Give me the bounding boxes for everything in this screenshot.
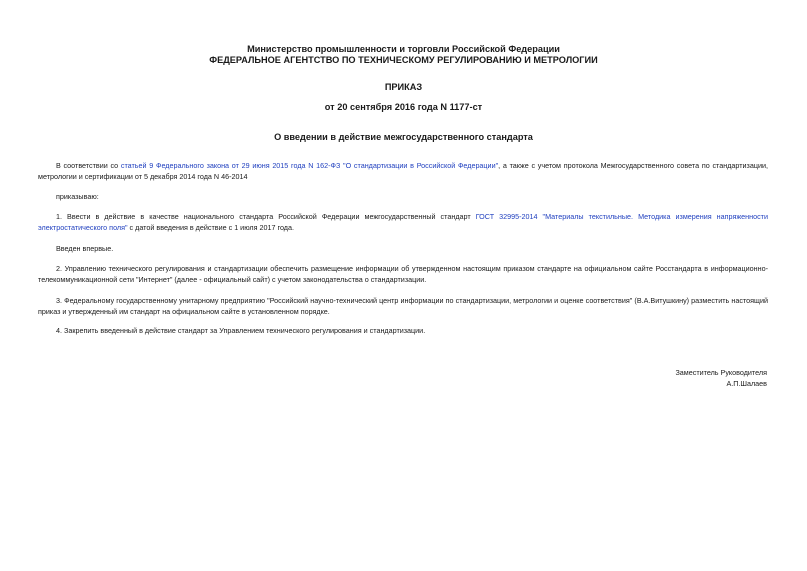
agency-name: ФЕДЕРАЛЬНОЕ АГЕНТСТВО ПО ТЕХНИЧЕСКОМУ РЕГУЛИРОВАНИЮ И МЕТРОЛОГИИ — [209, 55, 598, 65]
item-1-text-end: с датой введения в действие с 1 июля 2017 года. — [127, 222, 294, 232]
signatory-title: Заместитель Руководителя — [675, 368, 767, 377]
introduced-first-note: Введен впервые. — [56, 244, 114, 253]
preamble-text-end: , а также с учетом протокола Межгосударственного совета по стандартизации, метрологии и сертификации от 5 декабря 2014 года N 46-2014 — [38, 161, 768, 181]
federal-law-link[interactable]: статьей 9 Федерального закона от 29 июня 2015 года N 162-ФЗ "О стандартизации в Российской Федерации" — [120, 161, 499, 170]
order-subject: О введении в действие межгосударственного стандарта — [274, 132, 533, 142]
item-1-text-start: 1. Ввести в действие в качестве национального стандарта Российской Федерации межгосударственный стандарт — [56, 212, 476, 221]
prikazyvayu-paragraph: приказываю: — [56, 192, 99, 201]
item-1-paragraph — [38, 212, 768, 233]
item-3-paragraph: 3. Федеральному государственному унитарному предприятию "Российский научно-технический центр информации по стандартизации, метрологии и оценке соответствия" (В.А.Витушкину) разместить настоящий приказ и утвержденный им стандарт на официальном сайте в установленном порядке. — [38, 296, 768, 316]
item-2-paragraph: 2. Управлению технического регулирования и стандартизации обеспечить размещение информации об утвержденном настоящим приказом стандарте на официальном сайте Росстандарта в информационно-телекоммуникационной сети "Интернет" (далее - официальный сайт) с учетом законодательства о стандартизации. — [38, 264, 768, 284]
gost-standard-link[interactable]: ГОСТ 32995-2014 "Материалы текстильные. Методика измерения напряженности электростатического поля" — [38, 212, 768, 232]
order-type-title: ПРИКАЗ — [384, 82, 423, 92]
item-4-paragraph: 4. Закрепить введенный в действие стандарт за Управлением технического регулирования и стандартизации. — [56, 326, 426, 335]
preamble-text-start: В соответствии со — [56, 161, 121, 170]
signatory-name: А.П.Шалаев — [726, 379, 767, 388]
preamble-paragraph — [38, 161, 768, 182]
ministry-name: Министерство промышленности и торговли Российской Федерации — [247, 44, 560, 54]
document-header — [0, 44, 807, 66]
order-date-number: от 20 сентября 2016 года N 1177-ст — [324, 102, 483, 112]
